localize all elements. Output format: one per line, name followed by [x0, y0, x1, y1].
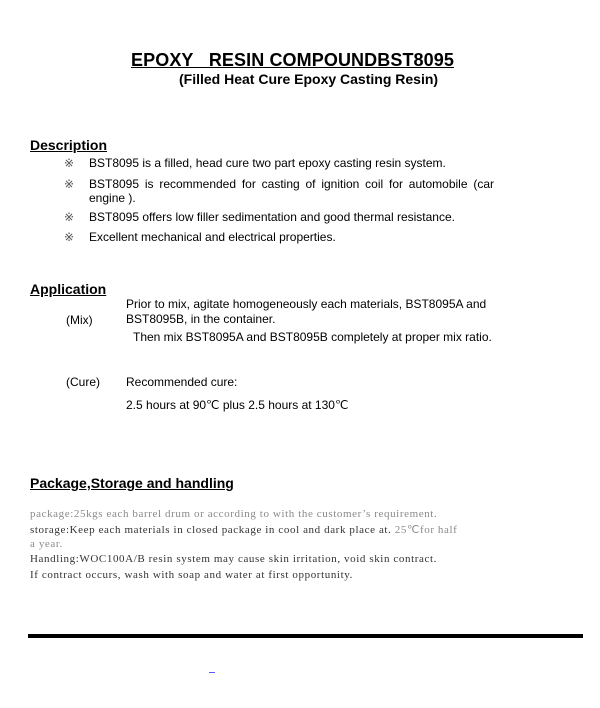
reference-mark-icon: ※ — [64, 210, 75, 224]
cure-label: (Cure) — [66, 375, 101, 389]
storage-text: storage:Keep each materials in closed package in cool and dark place at. — [30, 524, 392, 536]
description-item: BST8095 offers low filler sedimentation and good thermal resistance. — [89, 210, 455, 224]
mix-instruction-line: BST8095B, in the container. — [126, 312, 276, 326]
reference-mark-icon: ※ — [64, 230, 75, 244]
mix-label: (Mix) — [66, 313, 93, 327]
package-heading: Package,Storage and handling — [30, 475, 234, 491]
package-line: package:25kgs each barrel drum or according to with the customer’s requirement. — [30, 508, 438, 520]
footer-divider — [28, 634, 583, 638]
description-item: BST8095 is a filled, head cure two part epoxy casting resin system. — [89, 156, 446, 170]
description-item: Excellent mechanical and electrical properties. — [89, 230, 336, 244]
reference-mark-icon: ※ — [64, 177, 75, 191]
page-title: EPOXY RESIN COMPOUNDBST8095 — [131, 50, 454, 70]
contact-line: If contract occurs, wash with soap and water at first opportunity. — [30, 569, 353, 581]
cure-schedule: 2.5 hours at 90℃ plus 2.5 hours at 130℃ — [126, 398, 349, 412]
page-subtitle: (Filled Heat Cure Epoxy Casting Resin) — [179, 71, 439, 87]
description-item: BST8095 is recommended for casting of ignition coil for automobile (car engine ). — [89, 177, 494, 205]
reference-mark-icon: ※ — [64, 156, 75, 170]
description-heading: Description — [30, 137, 108, 153]
storage-line — [30, 523, 457, 536]
application-heading: Application — [30, 281, 107, 297]
storage-line-continued: a year. — [30, 538, 63, 550]
footer-link[interactable] — [209, 672, 215, 673]
handling-line: Handling:WOC100A/B resin system may cause skin irritation, void skin contract. — [30, 553, 437, 565]
mix-instruction-line: Then mix BST8095A and BST8095B completely at proper mix ratio. — [133, 330, 492, 344]
mix-instruction-line: Prior to mix, agitate homogeneously each materials, BST8095A and — [126, 297, 487, 311]
storage-temperature: 25℃for half — [391, 524, 458, 536]
cure-instruction-line: Recommended cure: — [126, 375, 238, 389]
